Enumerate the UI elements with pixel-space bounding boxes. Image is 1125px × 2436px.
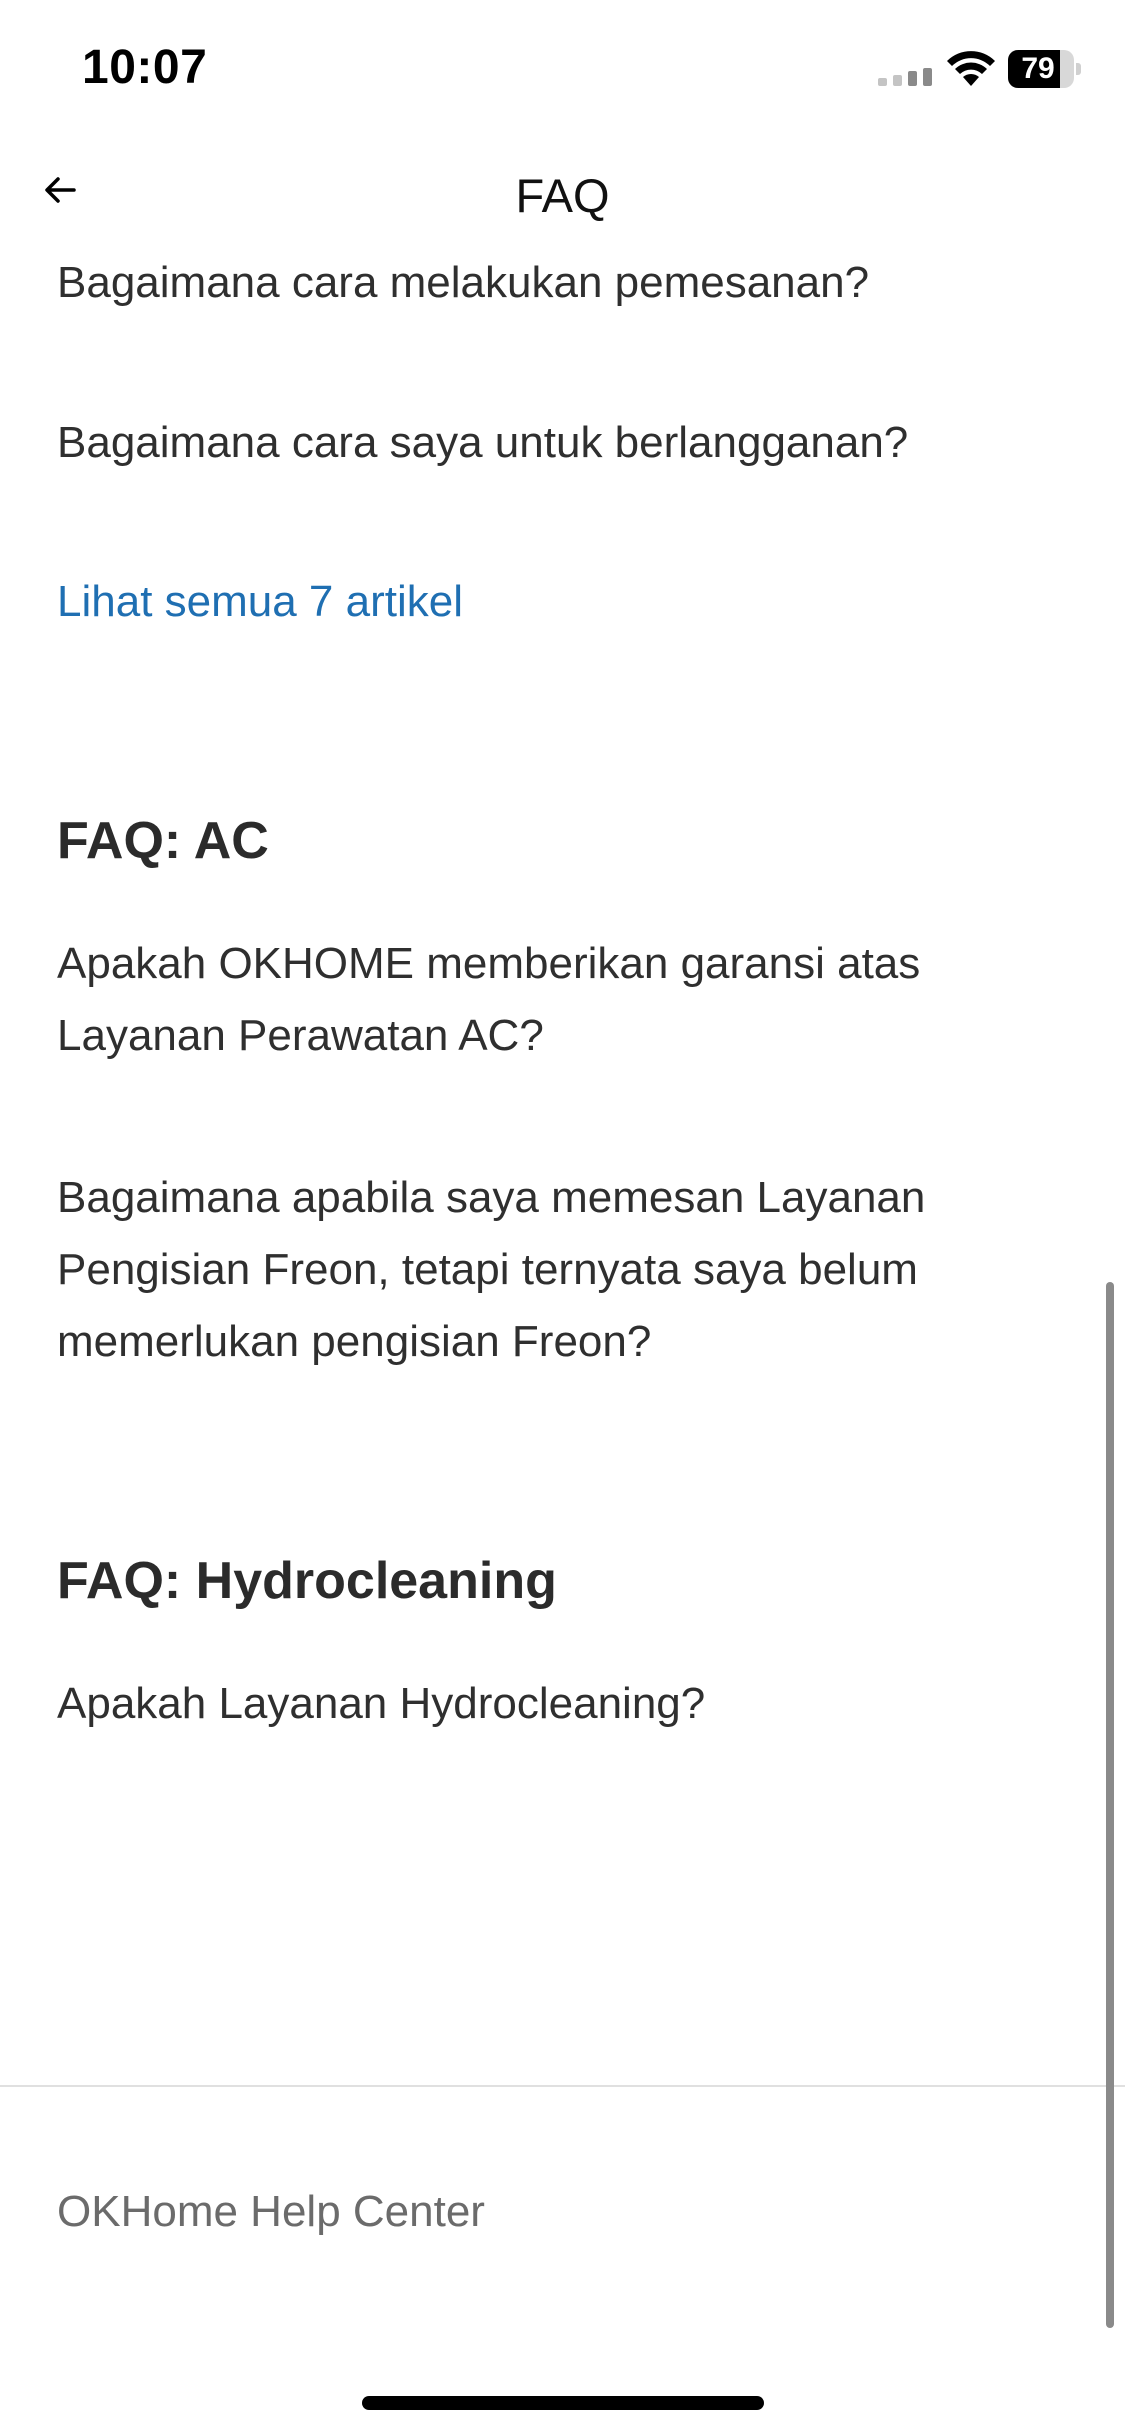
status-time: 10:07 xyxy=(82,41,208,94)
footer-help-center: OKHome Help Center xyxy=(57,2187,485,2236)
arrow-left-icon xyxy=(40,170,80,210)
nav-bar xyxy=(0,140,1125,260)
article-link[interactable]: Apakah Layanan Hydrocleaning? xyxy=(57,1679,706,1728)
footer-divider xyxy=(0,2085,1125,2087)
wifi-icon xyxy=(946,50,996,88)
signal-icon xyxy=(878,68,934,86)
article-link[interactable]: Bagaimana cara saya untuk berlangganan? xyxy=(57,418,909,467)
scrollbar[interactable] xyxy=(1106,1282,1114,2328)
battery-icon xyxy=(1008,50,1080,88)
battery-level: 79 xyxy=(1021,52,1055,85)
page-title: FAQ xyxy=(515,169,610,222)
section-heading-ac: FAQ: AC xyxy=(57,812,269,870)
home-indicator[interactable] xyxy=(362,2396,764,2410)
article-link[interactable]: Apakah OKHOME memberikan garansi atas Layanan Perawatan AC? xyxy=(57,939,921,1060)
status-bar xyxy=(0,0,1125,140)
article-link[interactable]: Bagaimana cara melakukan pemesanan? xyxy=(57,258,870,307)
see-all-articles-link[interactable]: Lihat semua 7 artikel xyxy=(57,577,463,626)
article-link[interactable]: Bagaimana apabila saya memesan Layanan Pengisian Freon, tetapi ternyata saya belum memerlukan pengisian Freon? xyxy=(57,1173,926,1366)
section-heading-hydrocleaning: FAQ: Hydrocleaning xyxy=(57,1552,557,1610)
back-button[interactable] xyxy=(28,158,92,222)
